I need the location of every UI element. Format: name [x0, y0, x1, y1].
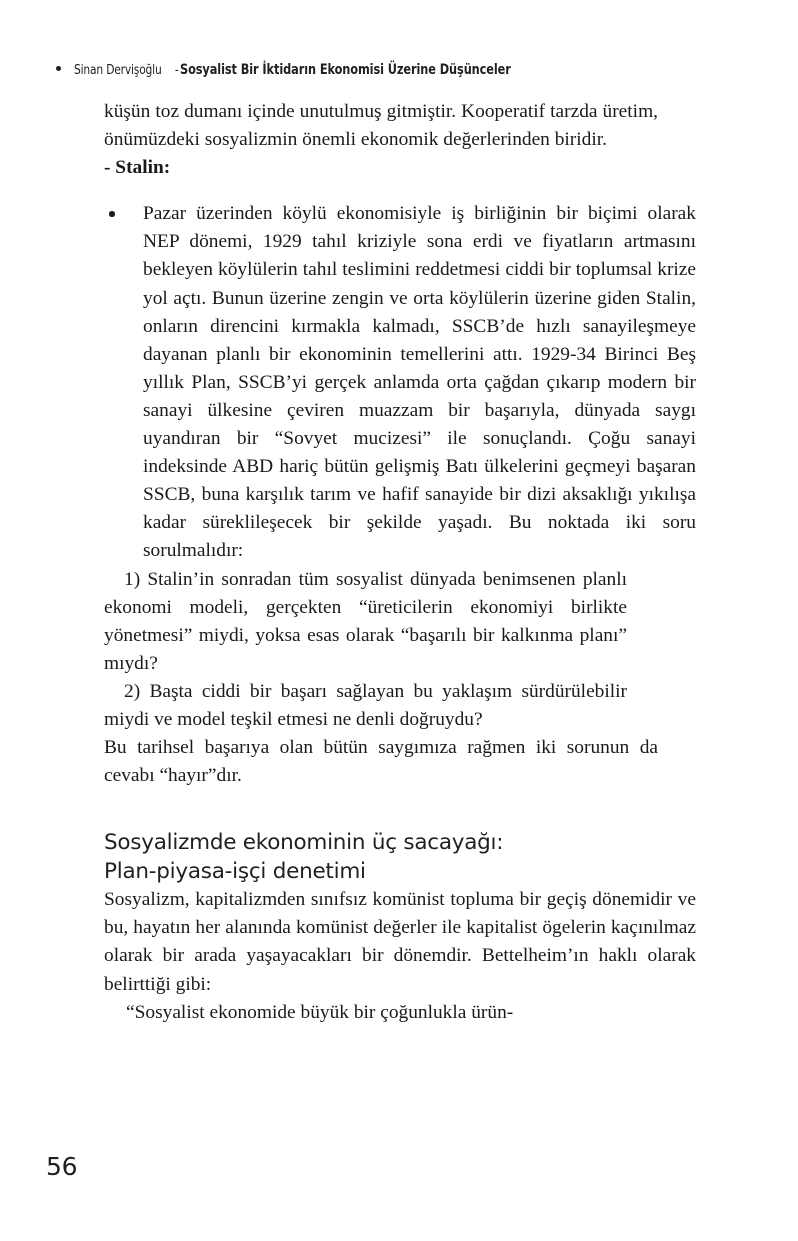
- section-heading: [104, 828, 696, 886]
- paragraph-after-heading: Sosyalizm, kapitalizmden sınıfsız komünist topluma bir geçiş dönemidir ve bu, hayatın her alanında komünist değerler ile kapitalist ögelerin kaçınılmaz olarak bir arada yaşayacakları bir dönemdir. Bettelheim’ın haklı olarak belirttiği gibi:: [104, 889, 696, 995]
- page-number: 56: [46, 1152, 78, 1181]
- header-article-title: Sosyalist Bir İktidarın Ekonomisi Üzerine Düşünceler: [179, 62, 511, 78]
- section-heading-line-1: Sosyalizmde ekonominin üç sacayağı:: [104, 830, 504, 856]
- header-separator: -: [174, 62, 179, 78]
- header-author-name: Sinan Dervişoğlu: [74, 62, 162, 78]
- bullet-list-item: [104, 200, 696, 565]
- section-side-tab: [0, 155, 1, 245]
- paragraph-after-questions: Bu tarihsel başarıya olan bütün saygımıza rağmen iki sorunun da cevabı “hayır”dır.: [104, 737, 658, 787]
- question-item-2: 2) Başta ciddi bir başarı sağlayan bu yaklaşım sürdürülebilir miydi ve model teşkil etmesi ne denli doğruydu?: [104, 680, 627, 730]
- subheading-stalin: - Stalin:: [104, 157, 171, 179]
- bullet-paragraph-text: Pazar üzerinden köylü ekonomisiyle iş birliğinin bir biçimi olarak NEP dönemi, 1929 tahıl kriziyle sona erdi ve fiyatların artmasını bekleyen köylülerin tahıl teslimini reddetmesi ciddi bir toplumsal krize yol açtı. Bunun üzerine zengin ve orta köylülerin üzerine giden Stalin, onların direncini kırmakla kalmadı, SSCB’de hızlı sanayileşmeye dayanan planlı bir ekonominin temellerini attı. 1929-34 Birinci Beş yıllık Plan, SSCB’yi gerçek anlamda orta çağdan çıkarıp modern bir sanayi ülkesine çeviren muazzam bir başarıyla, dünyada saygı uyandıran bir “Sovyet mucizesi” ile sonuçlandı. Çoğu sanayi indeksinde ABD hariç bütün gelişmiş Batı ülkelerini geçmeyi başaran SSCB, buna karşılık tarım ve hafif sanayide bir dizi aksaklığı yıkılışa kadar süreklileşecek bir şekilde yaşadı. Bu noktada iki soru sorulmalıdır:: [143, 203, 696, 562]
- bullet-dot-icon: [109, 211, 115, 217]
- running-header: [56, 62, 547, 78]
- text-column: [104, 98, 696, 1027]
- section-heading-line-2: Plan-piyasa-işçi denetimi: [104, 859, 366, 885]
- bullet-dot-icon: [56, 66, 61, 71]
- question-item-1: 1) Stalin’in sonradan tüm sosyalist dünyada benimsenen planlı ekonomi modeli, gerçekten “üreticilerin ekonomiyi birlikte yönetmesi” miydi, yoksa esas olarak “başarılı bir kalkınma planı” mıydı?: [104, 568, 627, 674]
- blockquote-text: “Sosyalist ekonomide büyük bir çoğunlukla ürün-: [126, 1001, 514, 1023]
- paragraph-continued: küşün toz dumanı içinde unutulmuş gitmiştir. Kooperatif tarzda üretim, önümüzdeki sosyalizmin önemli ekonomik değerlerinden biridir.: [104, 101, 658, 151]
